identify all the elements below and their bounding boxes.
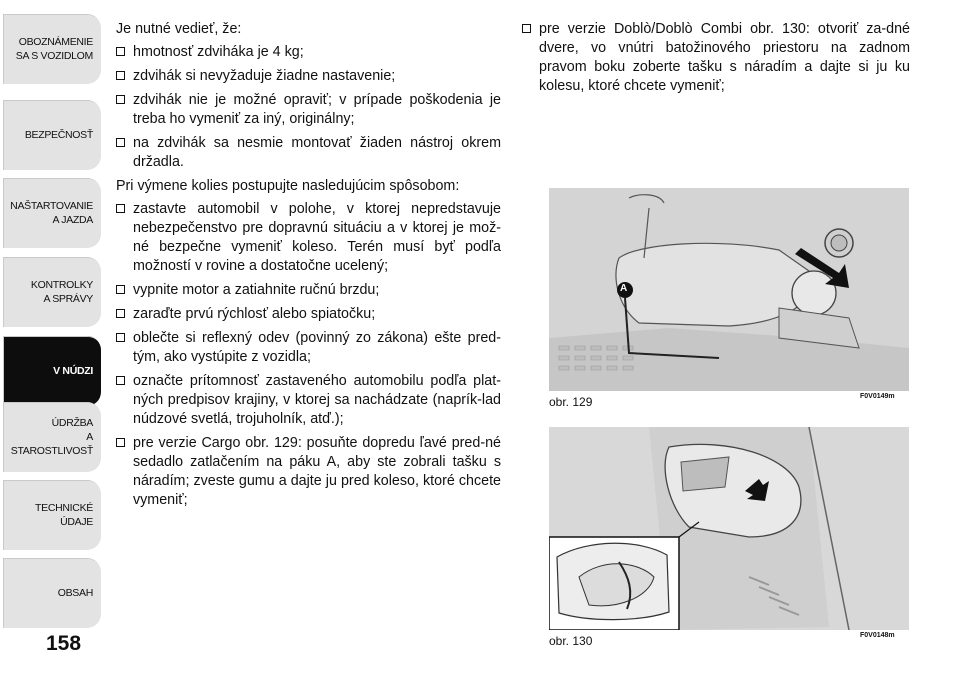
checkbox-bullet-icon <box>116 285 125 294</box>
figure-129-code: F0V0149m <box>860 393 895 400</box>
note-item: na zdvihák sa nesmie montovať žiaden nástroj okrem držadla. <box>116 134 501 172</box>
step-item: označte prítomnosť zastaveného automobilu podľa plat-ných predpisov krajiny, v ktorej sa nachádzate (naprík-lad núdzové svetlá, trojuholník, atď.); <box>116 372 501 429</box>
checkbox-bullet-icon <box>116 438 125 447</box>
note-item: hmotnosť zdviháka je 4 kg; <box>116 43 501 62</box>
figure-130-code: F0V0148m <box>860 632 895 639</box>
tab-udrzba[interactable]: ÚDRŽBA A STAROSTLIVOSŤ <box>3 402 101 472</box>
checkbox-bullet-icon <box>522 24 531 33</box>
tab-bezpecnost[interactable]: BEZPEČNOSŤ <box>3 100 101 170</box>
checkbox-bullet-icon <box>116 138 125 147</box>
page-number: 158 <box>46 632 82 655</box>
step-item: vypnite motor a zatiahnite ručnú brzdu; <box>116 281 501 300</box>
checkbox-bullet-icon <box>116 309 125 318</box>
tab-v-nudzi[interactable]: V NÚDZI <box>3 336 101 406</box>
trunk-tool-bag-illustration <box>549 427 909 630</box>
step-item: zastavte automobil v polohe, v ktorej nepredstavuje nebezpečenstvo pre dopravnú situáciu a v ktorej je mož-né bezpečne vymeniť koleso. Terén musí byť podľa možností v rovine a dostatočne ucelený; <box>116 200 501 276</box>
figure-130-caption: obr. 130 <box>549 634 593 648</box>
figure-130 <box>549 427 909 630</box>
checkbox-bullet-icon <box>116 47 125 56</box>
note-item: zdvihák si nevyžaduje žiadne nastavenie; <box>116 67 501 86</box>
checkbox-bullet-icon <box>116 333 125 342</box>
seat-lever-illustration <box>549 188 909 391</box>
step-item: pre verzie Cargo obr. 129: posuňte dopredu ľavé pred-né sedadlo zatlačením na páku A, aby ste zobrali tašku s náradím; zveste gumu a dajte ju pred koleso, ktoré chcete vymeniť; <box>116 434 501 510</box>
right-column <box>522 20 910 101</box>
tab-obsah[interactable]: OBSAH <box>3 558 101 628</box>
step-item: pre verzie Doblò/Doblò Combi obr. 130: otvoriť za-dné dvere, vo vnútri batožinového priestoru na zadnom pravom boku zoberte tašku s náradím a dajte si ju ku kolesu, ktoré chcete vymeniť; <box>522 20 910 96</box>
checkbox-bullet-icon <box>116 95 125 104</box>
step-item: zaraďte prvú rýchlosť alebo spiatočku; <box>116 305 501 324</box>
tab-nastartovanie[interactable]: NAŠTARTOVANIE A JAZDA <box>3 178 101 248</box>
figure-129-caption: obr. 129 <box>549 395 593 409</box>
marker-a: A <box>620 283 628 294</box>
tab-technicke[interactable]: TECHNICKÉ ÚDAJE <box>3 480 101 550</box>
figure-129 <box>549 188 909 391</box>
checkbox-bullet-icon <box>116 376 125 385</box>
step-item: oblečte si reflexný odev (povinný zo zákona) ešte pred-tým, ako vystúpite z vozidla; <box>116 329 501 367</box>
procedure-intro: Pri výmene kolies postupujte nasledujúcim spôsobom: <box>116 178 460 194</box>
left-column <box>116 20 501 515</box>
tab-kontrolky[interactable]: KONTROLKY A SPRÁVY <box>3 257 101 327</box>
note-item: zdvihák nie je možné opraviť; v prípade poškodenia je treba ho vymeniť za iný, originálny; <box>116 91 501 129</box>
intro-text: Je nutné vedieť, že: <box>116 21 242 37</box>
tab-oboznamenie[interactable]: OBOZNÁMENIE SA S VOZIDLOM <box>3 14 101 84</box>
checkbox-bullet-icon <box>116 204 125 213</box>
checkbox-bullet-icon <box>116 71 125 80</box>
